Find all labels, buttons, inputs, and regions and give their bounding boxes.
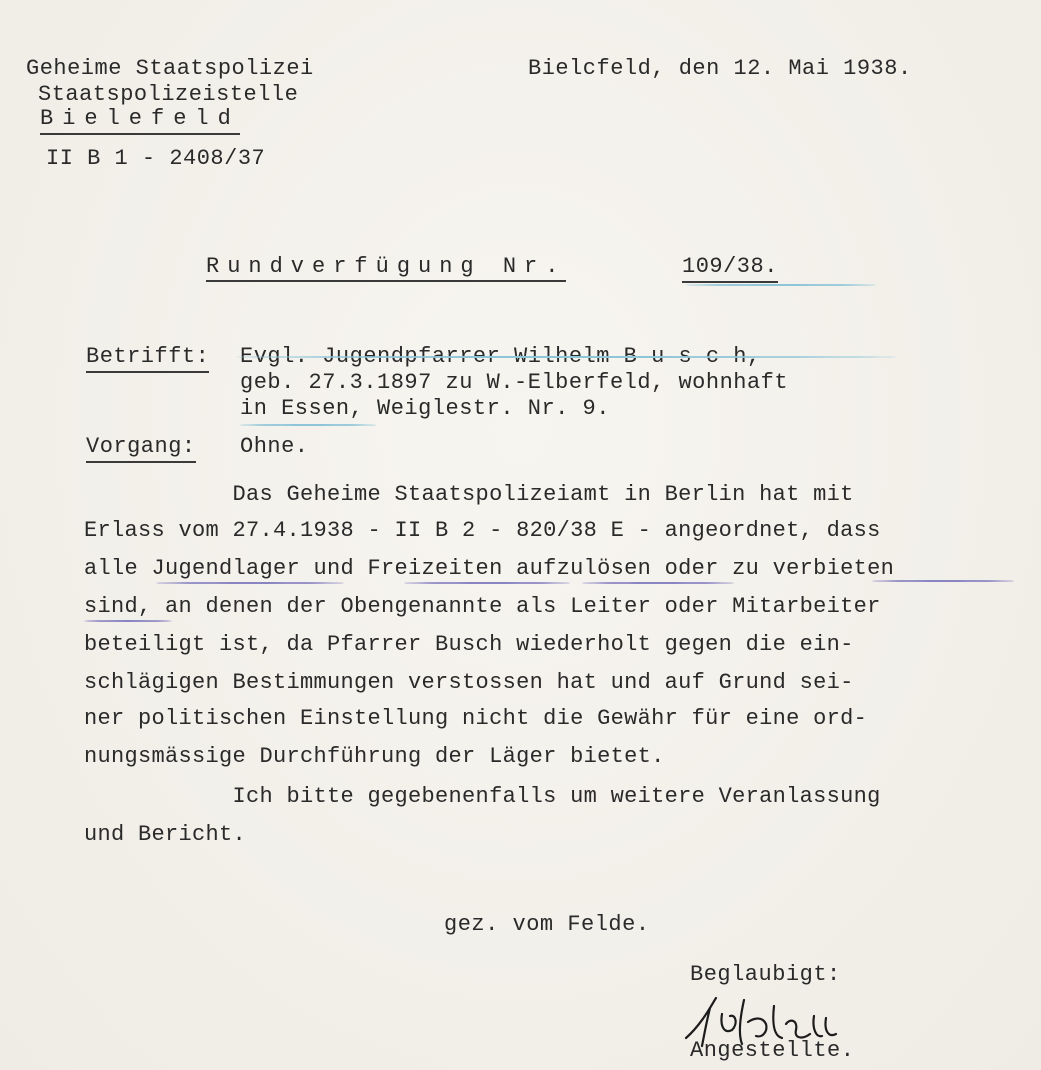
purple-pencil-mark — [582, 582, 734, 584]
sender-city: Bielefeld — [40, 106, 240, 135]
title-number: 109/38. — [682, 254, 778, 283]
body-line: Erlass vom 27.4.1938 - II B 2 - 820/38 E - angeordnet, dass — [84, 518, 881, 543]
body-line: nungsmässige Durchführung der Läger bietet. — [84, 744, 665, 769]
body-line: ner politischen Einstellung nicht die Gewähr für eine ord- — [84, 706, 868, 731]
body-line: sind, an denen der Obengenannte als Leiter oder Mitarbeiter — [84, 594, 881, 619]
blue-pencil-mark — [240, 424, 376, 426]
body-line: beteiligt ist, da Pfarrer Busch wiederholt gegen die ein- — [84, 632, 854, 657]
procedure-value: Ohne. — [240, 434, 309, 459]
procedure-label: Vorgang: — [86, 434, 196, 463]
purple-pencil-mark — [156, 582, 344, 584]
blue-pencil-mark — [686, 284, 876, 286]
date-line: Bielcfeld, den 12. Mai 1938. — [528, 56, 912, 81]
subject-line-1: Evgl. Jugendpfarrer Wilhelm B u s c h, — [240, 344, 761, 369]
subject-label: Betrifft: — [86, 344, 209, 373]
sender-agency: Geheime Staatspolizei — [26, 56, 314, 81]
document-title — [206, 254, 778, 280]
body-line: Ich bitte gegebenenfalls um weitere Veranlassung — [84, 784, 881, 809]
body-line: Das Geheime Staatspolizeiamt in Berlin hat mit — [84, 482, 854, 507]
purple-pencil-mark — [404, 582, 570, 584]
title-prefix: Rundverfügung Nr. — [206, 254, 566, 282]
purple-pencil-mark — [84, 620, 172, 622]
body-line: schlägigen Bestimmungen verstossen hat und auf Grund sei- — [84, 670, 854, 695]
signed-by: gez. vom Felde. — [444, 912, 650, 937]
reference-number: II B 1 - 2408/37 — [46, 146, 266, 171]
purple-pencil-mark — [872, 580, 1014, 582]
subject-line-2: geb. 27.3.1897 zu W.-Elberfeld, wohnhaft — [240, 370, 789, 395]
sender-office: Staatspolizeistelle — [38, 82, 299, 107]
body-line: und Bericht. — [84, 822, 247, 847]
subject-line-3: in Essen, Weiglestr. Nr. 9. — [240, 396, 610, 421]
blue-pencil-mark — [236, 356, 896, 358]
certification-role: Angestellte. — [690, 1038, 855, 1063]
body-line: alle Jugendlager und Freizeiten aufzulösen oder zu verbieten — [84, 556, 895, 581]
certification-label: Beglaubigt: — [690, 962, 841, 987]
